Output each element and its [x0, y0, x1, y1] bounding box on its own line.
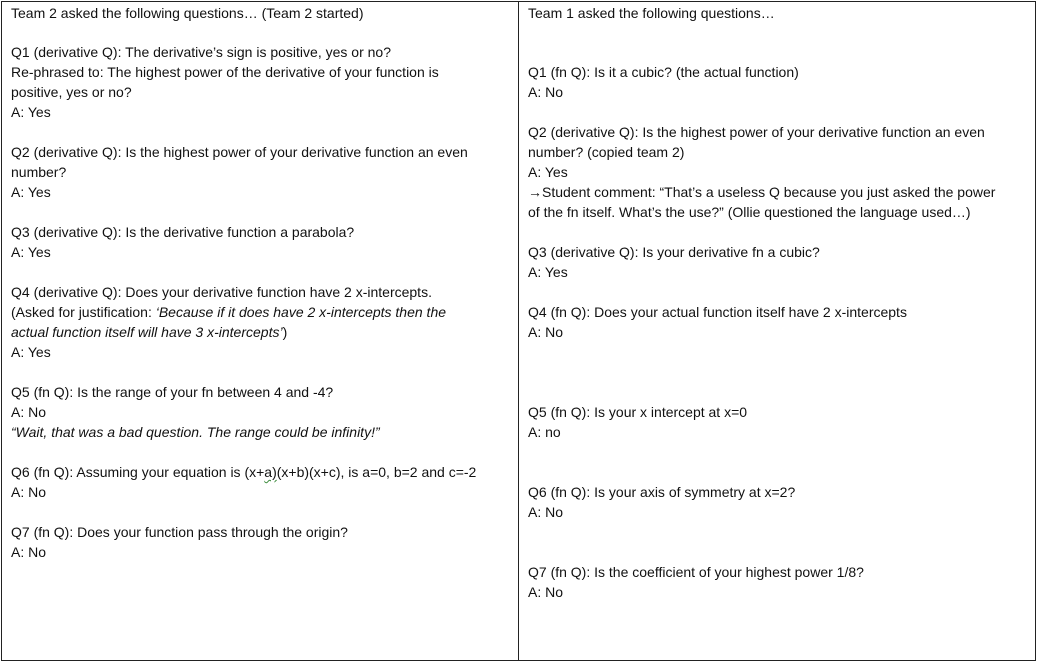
team2-q1-line1: Q1 (derivative Q): The derivative’s sign is positive, yes or no? [11, 44, 391, 60]
team1-q2-comment-line1 [528, 182, 995, 202]
team2-q7-line1: Q7 (fn Q): Does your function pass through the origin? [11, 524, 348, 540]
team1-q6-line1: Q6 (fn Q): Is your axis of symmetry at x=2? [528, 484, 796, 500]
team1-q2-answer: A: Yes [528, 164, 568, 180]
team1-q4-line1: Q4 (fn Q): Does your actual function itself have 2 x-intercepts [528, 304, 907, 320]
team1-q3-line1: Q3 (derivative Q): Is your derivative fn a cubic? [528, 244, 820, 260]
team1-q2-line1: Q2 (derivative Q): Is the highest power of your derivative function an even [528, 124, 985, 140]
team2-q6-answer: A: No [11, 484, 47, 500]
team1-q2-comment-line2: of the fn itself. What’s the use?” (Ollie questioned the language used…) [528, 204, 971, 220]
team2-q1-line3: positive, yes or no? [11, 84, 132, 100]
team2-q6-suffix: (x+b)(x+c), is a=0, b=2 and c=-2 [276, 464, 477, 480]
team2-q4-answer: A: Yes [11, 344, 51, 360]
team1-q5-line1: Q5 (fn Q): Is your x intercept at x=0 [528, 404, 748, 420]
team2-q4-line3 [11, 322, 287, 342]
team2-q3-line1: Q3 (derivative Q): Is the derivative function a parabola? [11, 224, 355, 240]
team1-header: Team 1 asked the following questions… [528, 5, 775, 21]
team2-q4-justification-quote-2: actual function itself will have 3 x-intercepts’ [11, 324, 283, 340]
team2-q6-prefix: Q6 (fn Q): Assuming your equation is (x+ [11, 464, 265, 480]
team2-q4-line1: Q4 (derivative Q): Does your derivative function have 2 x-intercepts. [11, 284, 432, 300]
team2-q5-line1: Q5 (fn Q): Is the range of your fn between 4 and -4? [11, 384, 334, 400]
team1-q7-line1: Q7 (fn Q): Is the coefficient of your highest power 1/8? [528, 564, 864, 580]
team1-q5-answer: A: no [528, 424, 561, 440]
team2-q6-spellcheck-word: a) [264, 464, 277, 480]
team2-q2-answer: A: Yes [11, 184, 51, 200]
team2-q3-answer: A: Yes [11, 244, 51, 260]
team2-q5-answer: A: No [11, 404, 47, 420]
team2-q4-line2 [11, 302, 446, 322]
team2-q5-comment: “Wait, that was a bad question. The range could be infinity!” [11, 424, 380, 440]
team2-q7-answer: A: No [11, 544, 47, 560]
team2-q4-justification-prefix: (Asked for justification: [11, 304, 156, 320]
team1-q7-answer: A: No [528, 584, 564, 600]
team2-q1-line2: Re-phrased to: The highest power of the derivative of your function is [11, 64, 439, 80]
team1-q6-answer: A: No [528, 504, 564, 520]
team2-q1-answer: A: Yes [11, 104, 51, 120]
team2-q4-justification-suffix: ) [282, 324, 288, 340]
team1-q2-line2: number? (copied team 2) [528, 144, 685, 160]
team2-q6-line1 [11, 462, 476, 482]
team2-q2-line2: number? [11, 164, 67, 180]
team1-q2-comment-text: Student comment: “That’s a useless Q because you just asked the power [542, 184, 996, 200]
team1-q1-line1: Q1 (fn Q): Is it a cubic? (the actual function) [528, 64, 799, 80]
team1-q4-answer: A: No [528, 324, 564, 340]
team2-column [1, 1, 519, 661]
team1-column [518, 1, 1036, 661]
arrow-right-icon: → [528, 184, 542, 200]
team2-q4-justification-quote-1: ‘Because if it does have 2 x-intercepts then the [155, 304, 447, 320]
team1-q3-answer: A: Yes [528, 264, 568, 280]
team1-q1-answer: A: No [528, 84, 564, 100]
team2-q2-line1: Q2 (derivative Q): Is the highest power of your derivative function an even [11, 144, 468, 160]
team2-header: Team 2 asked the following questions… (Team 2 started) [11, 5, 364, 21]
